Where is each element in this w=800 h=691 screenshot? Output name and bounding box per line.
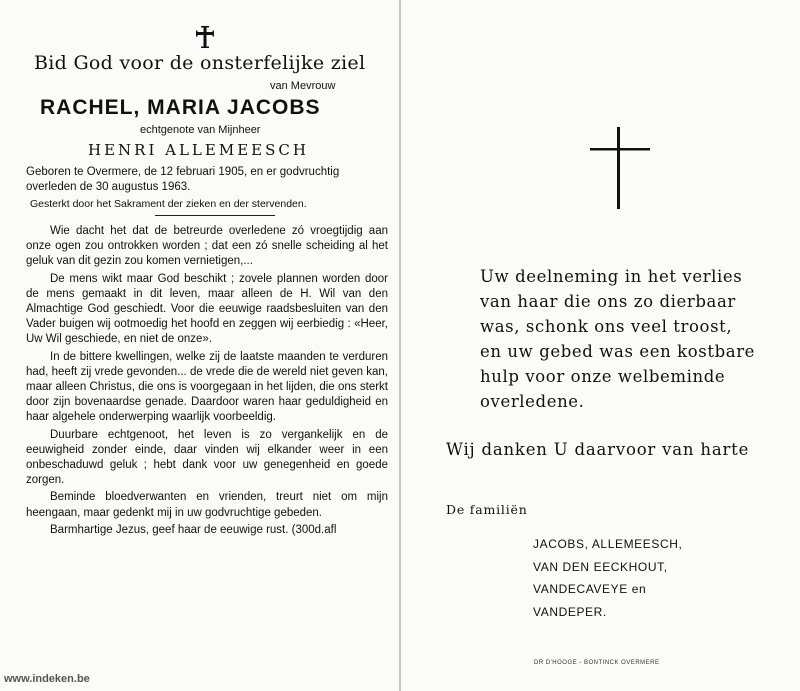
paragraph: Duurbare echtgenoot, het leven is zo vergankelijk en de eeuwigheid zonder einde, daar vinden wij elkander weer in een onbeschaduwd geluk ; hebt dank voor uw genegenheid en goede zorgen. [26,428,388,487]
van-label: van Mevrouw [270,80,336,92]
condolence-line: was, schonk ons veel troost, [480,317,733,336]
families-label: De familiën [446,502,528,517]
printer-credit: DR D'HOOGE - BONTINCK OVERMERE [534,660,660,666]
birth-death-text: Geboren te Overmere, de 12 februari 1905, en er godvruchtig overleden de 30 augustus 1963. [26,166,340,193]
condolence-line: van haar die ons zo dierbaar [480,292,736,311]
families-list [533,533,682,623]
cross-large-icon [590,127,650,209]
watermark: www.indeken.be [4,673,90,685]
deceased-name: RACHEL, MARIA JACOBS [40,96,321,119]
sacrament-text: Gesterkt door het Sakrament der zieken en der stervenden. [30,198,307,210]
paragraph: Barmhartige Jezus, geef haar de eeuwige rust. (300d.afl [50,523,337,536]
paragraph: Beminde bloedverwanten en vrienden, treurt niet om mijn heengaan, maar gedenkt mij in uw godvruchtige gebeden. [26,491,388,519]
card-fold [399,0,401,691]
family-line: JACOBS, ALLEMEESCH, [533,537,683,551]
paragraph: Wie dacht het dat de betreurde overledene zó vroegtijdig aan onze ogen zou ontrokken worden ; dat een zó snelle scheiding al het geluk van dit gezin zou komen vernietigen,... [26,225,388,268]
condolence-line: hulp voor onze welbeminde [480,367,726,386]
condolence-line: overledene. [480,392,585,411]
spouse-name: HENRI ALLEMEESCH [88,141,309,159]
memorial-text [26,224,388,538]
paragraph: De mens wikt maar God beschikt ; zovele plannen worden door de mens gemaakt in dit leven, maar alleen de H. Wil van den Almachtige God geschiedt. Voor die eeuwige raadsbesluiten van den Vader buigen wij ootmoedig het hoofd en zeggen wij eerbiedig : «Heer, Uw Wil geschiede, en niet de onze». [26,272,388,346]
cross-small-icon [196,26,214,48]
family-line: VANDEPER. [533,604,607,619]
thanks-text: Wij danken U daarvoor van harte [446,440,750,459]
spouse-label: echtgenote van Mijnheer [140,124,261,136]
prayer-heading: Bid God voor de onsterfelijke ziel [34,52,366,74]
paragraph: In de bittere kwellingen, welke zij de laatste maanden te verduren had, heeft zij vrede gevonden... de vrede die de wereld niet geven kan, maar alleen Christus, die ons is voorgegaan in het lijden, die ons sterkt door zijn bovenaardse genade. Daardoor waren haar geduldigheid en haar algehele onderwerping waarlijk voorbeeldig. [26,350,388,424]
family-line: VAN DEN EECKHOUT, [533,559,668,574]
condolence-line: Uw deelneming in het verlies [480,267,743,286]
condolence-text [480,264,780,414]
divider-rule [155,215,275,216]
family-line: VANDECAVEYE en [533,582,647,596]
condolence-line: en uw gebed was een kostbare [480,342,756,361]
